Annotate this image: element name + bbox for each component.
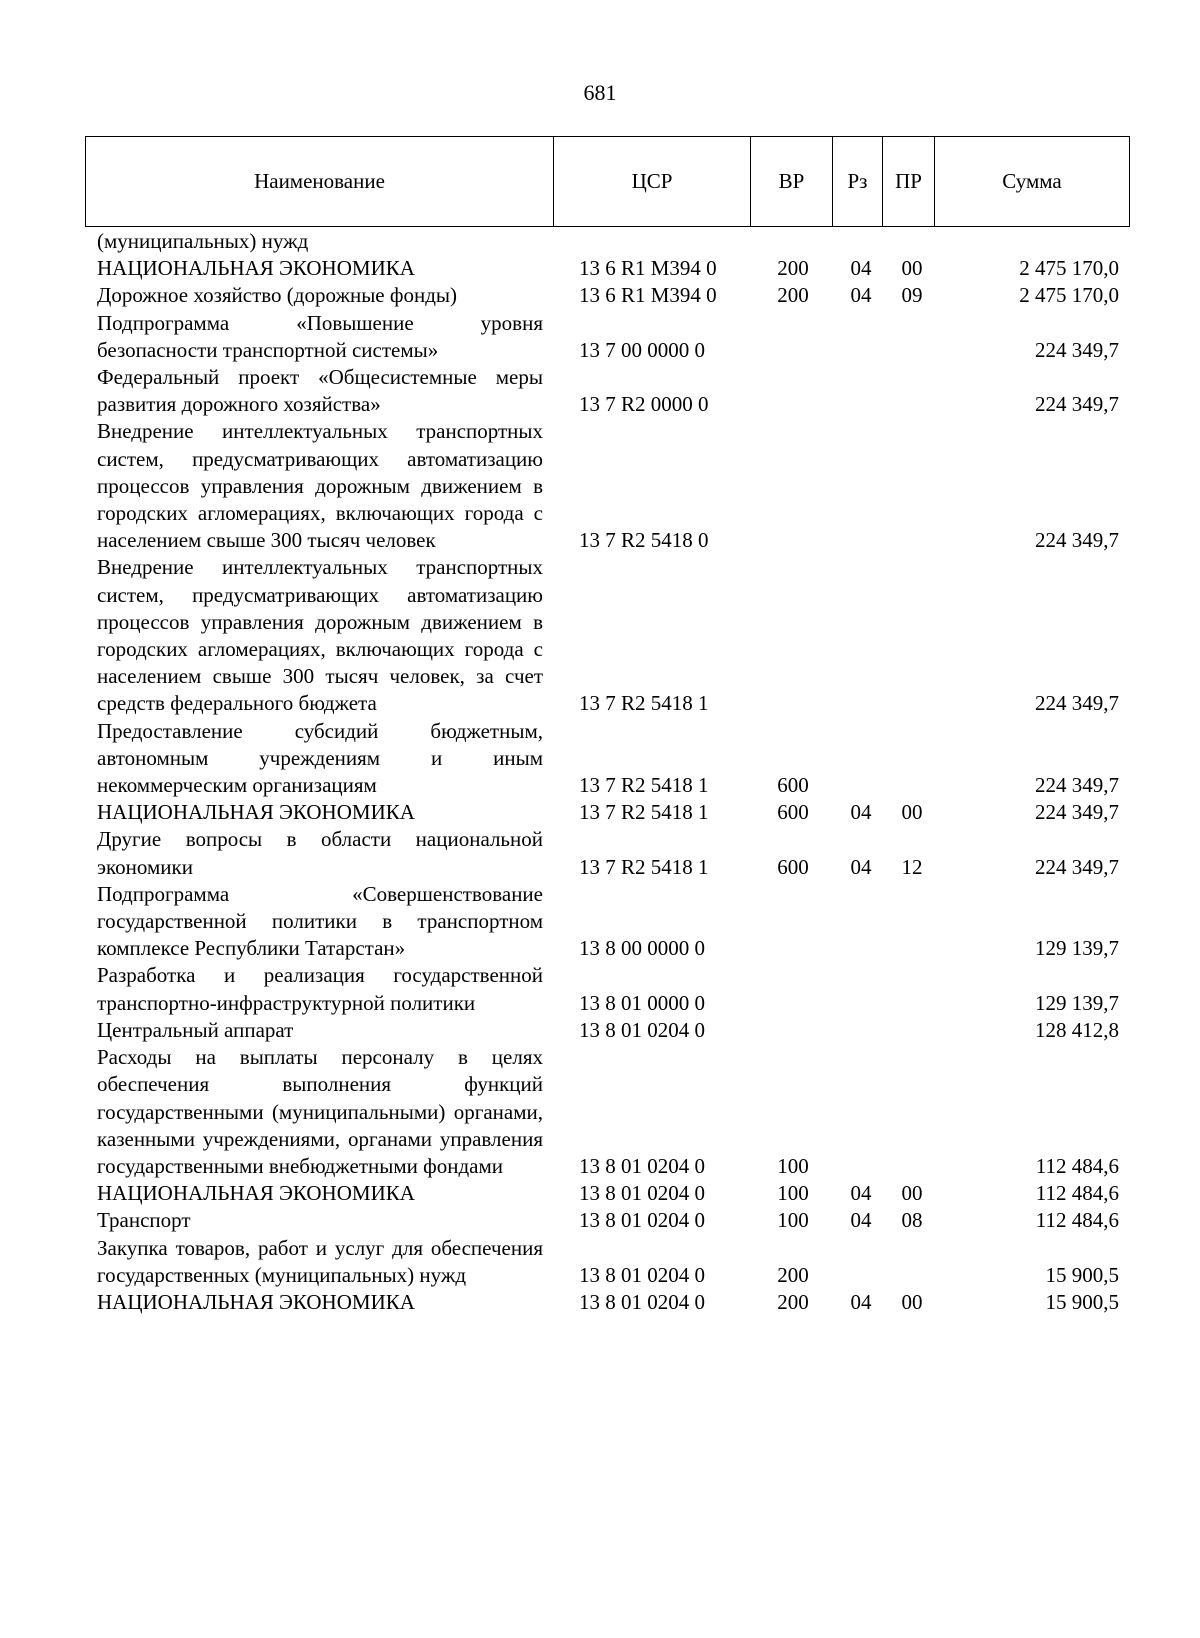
row-sum: 224 349,7 <box>1035 773 1119 798</box>
row-pr: 00 <box>901 1289 923 1314</box>
row-vr: 100 <box>777 1153 809 1178</box>
table-row <box>0 282 1200 309</box>
row-csr: 13 7 R2 5418 1 <box>579 691 709 716</box>
row-name: Расходы на выплаты персоналу в целях обеспечения выполнения функций государственными (муниципальными) органами, казенными учреждениями, органами управления государственными внебюджетными фондами <box>97 1045 543 1178</box>
row-pr: 12 <box>901 854 923 879</box>
row-pr: 08 <box>901 1208 923 1233</box>
header-name: Наименование <box>86 137 554 226</box>
row-vr: 200 <box>777 1289 809 1314</box>
row-sum: 128 412,8 <box>1035 1017 1119 1042</box>
row-vr: 600 <box>777 854 809 879</box>
row-vr: 200 <box>777 283 809 308</box>
row-pr: 00 <box>901 800 923 825</box>
table-row <box>0 1017 1200 1044</box>
row-csr: 13 6 R1 М394 0 <box>579 256 717 281</box>
row-name: Подпрограмма «Совершенствование государственной политики в транспортном комплексе Республики Татарстан» <box>97 881 543 961</box>
header-pr: ПР <box>883 137 935 226</box>
row-sum: 15 900,5 <box>1045 1262 1119 1287</box>
row-name: Федеральный проект «Общесистемные меры развития дорожного хозяйства» <box>97 365 543 417</box>
header-rz: Рз <box>833 137 883 226</box>
row-rz: 04 <box>850 800 872 825</box>
table-row <box>0 364 1200 418</box>
table-row <box>0 1235 1200 1289</box>
table-row <box>0 310 1200 364</box>
row-name: (муниципальных) нужд <box>97 229 309 253</box>
row-csr: 13 8 01 0000 0 <box>579 990 705 1015</box>
row-csr: 13 8 01 0204 0 <box>579 1153 705 1178</box>
row-pr: 00 <box>901 256 923 281</box>
row-csr: 13 6 R1 М394 0 <box>579 283 717 308</box>
table-row <box>0 799 1200 826</box>
row-pr: 09 <box>901 283 923 308</box>
row-csr: 13 8 01 0204 0 <box>579 1289 705 1314</box>
row-sum: 224 349,7 <box>1035 392 1119 417</box>
row-csr: 13 7 00 0000 0 <box>579 337 705 362</box>
row-rz: 04 <box>850 1181 872 1206</box>
table-row <box>0 255 1200 282</box>
row-csr: 13 8 01 0204 0 <box>579 1262 705 1287</box>
row-sum: 15 900,5 <box>1045 1289 1119 1314</box>
table-row <box>0 718 1200 800</box>
row-rz: 04 <box>850 854 872 879</box>
row-name: НАЦИОНАЛЬНАЯ ЭКОНОМИКА <box>97 800 415 825</box>
row-name: Внедрение интеллектуальных транспортных систем, предусматривающих автоматизацию процессов управления дорожным движением в городских агломерациях, включающих города с населением свыше 300 тысяч человек, за счет средств федерального бюджета <box>97 555 543 716</box>
table-header <box>85 136 1130 227</box>
row-name: Подпрограмма «Повышение уровня безопасности транспортной системы» <box>97 310 543 362</box>
row-sum: 112 484,6 <box>1035 1153 1119 1178</box>
row-csr: 13 7 R2 5418 1 <box>579 854 709 879</box>
table-row <box>0 962 1200 1016</box>
row-csr: 13 8 01 0204 0 <box>579 1181 705 1206</box>
table-row <box>0 418 1200 554</box>
row-csr: 13 7 R2 5418 1 <box>579 800 709 825</box>
header-csr: ЦСР <box>554 137 751 226</box>
row-sum: 224 349,7 <box>1035 337 1119 362</box>
row-vr: 600 <box>777 800 809 825</box>
row-name: НАЦИОНАЛЬНАЯ ЭКОНОМИКА <box>97 256 415 281</box>
row-rz: 04 <box>850 1208 872 1233</box>
row-name: НАЦИОНАЛЬНАЯ ЭКОНОМИКА <box>97 1181 415 1206</box>
row-sum: 129 139,7 <box>1035 990 1119 1015</box>
row-sum: 2 475 170,0 <box>1019 283 1119 308</box>
row-sum: 224 349,7 <box>1035 691 1119 716</box>
table-row <box>0 1289 1200 1316</box>
row-vr: 600 <box>777 773 809 798</box>
table-row <box>0 228 1200 255</box>
table-body <box>0 228 1200 1316</box>
row-name: Разработка и реализация государственной транспортно-инфраструктурной политики <box>97 963 543 1015</box>
row-name: Дорожное хозяйство (дорожные фонды) <box>97 283 458 308</box>
row-sum: 224 349,7 <box>1035 800 1119 825</box>
row-vr: 200 <box>777 256 809 281</box>
row-csr: 13 7 R2 0000 0 <box>579 392 709 417</box>
table-row <box>0 826 1200 880</box>
table-row <box>0 1044 1200 1180</box>
row-vr: 200 <box>777 1262 809 1287</box>
row-rz: 04 <box>850 283 872 308</box>
row-sum: 2 475 170,0 <box>1019 256 1119 281</box>
row-sum: 129 139,7 <box>1035 936 1119 961</box>
row-rz: 04 <box>850 256 872 281</box>
row-name: Закупка товаров, работ и услуг для обеспечения государственных (муниципальных) нужд <box>97 1235 543 1287</box>
row-sum: 224 349,7 <box>1035 854 1119 879</box>
row-rz: 04 <box>850 1289 872 1314</box>
row-name: НАЦИОНАЛЬНАЯ ЭКОНОМИКА <box>97 1289 415 1314</box>
row-name: Внедрение интеллектуальных транспортных систем, предусматривающих автоматизацию процессов управления дорожным движением в городских агломерациях, включающих города с населением свыше 300 тысяч человек <box>97 419 543 553</box>
header-vr: ВР <box>751 137 833 226</box>
table-row <box>0 554 1200 717</box>
row-csr: 13 8 01 0204 0 <box>579 1017 705 1042</box>
row-vr: 100 <box>777 1181 809 1206</box>
row-name: Центральный аппарат <box>97 1017 294 1042</box>
row-sum: 112 484,6 <box>1035 1181 1119 1206</box>
table-row <box>0 881 1200 963</box>
row-csr: 13 8 01 0204 0 <box>579 1208 705 1233</box>
row-name: Предоставление субсидий бюджетным, автономным учреждениям и иным некоммерческим организациям <box>97 718 543 798</box>
page-number: 681 <box>583 80 617 105</box>
row-pr: 00 <box>901 1181 923 1206</box>
row-csr: 13 7 R2 5418 1 <box>579 773 709 798</box>
row-name: Другие вопросы в области национальной экономики <box>97 827 543 879</box>
row-csr: 13 8 00 0000 0 <box>579 936 705 961</box>
table-row <box>0 1207 1200 1234</box>
row-sum: 112 484,6 <box>1035 1208 1119 1233</box>
table-row <box>0 1180 1200 1207</box>
row-vr: 100 <box>777 1208 809 1233</box>
header-sum: Сумма <box>1002 169 1062 193</box>
row-name: Транспорт <box>97 1208 191 1233</box>
row-sum: 224 349,7 <box>1035 528 1119 553</box>
row-csr: 13 7 R2 5418 0 <box>579 528 709 553</box>
